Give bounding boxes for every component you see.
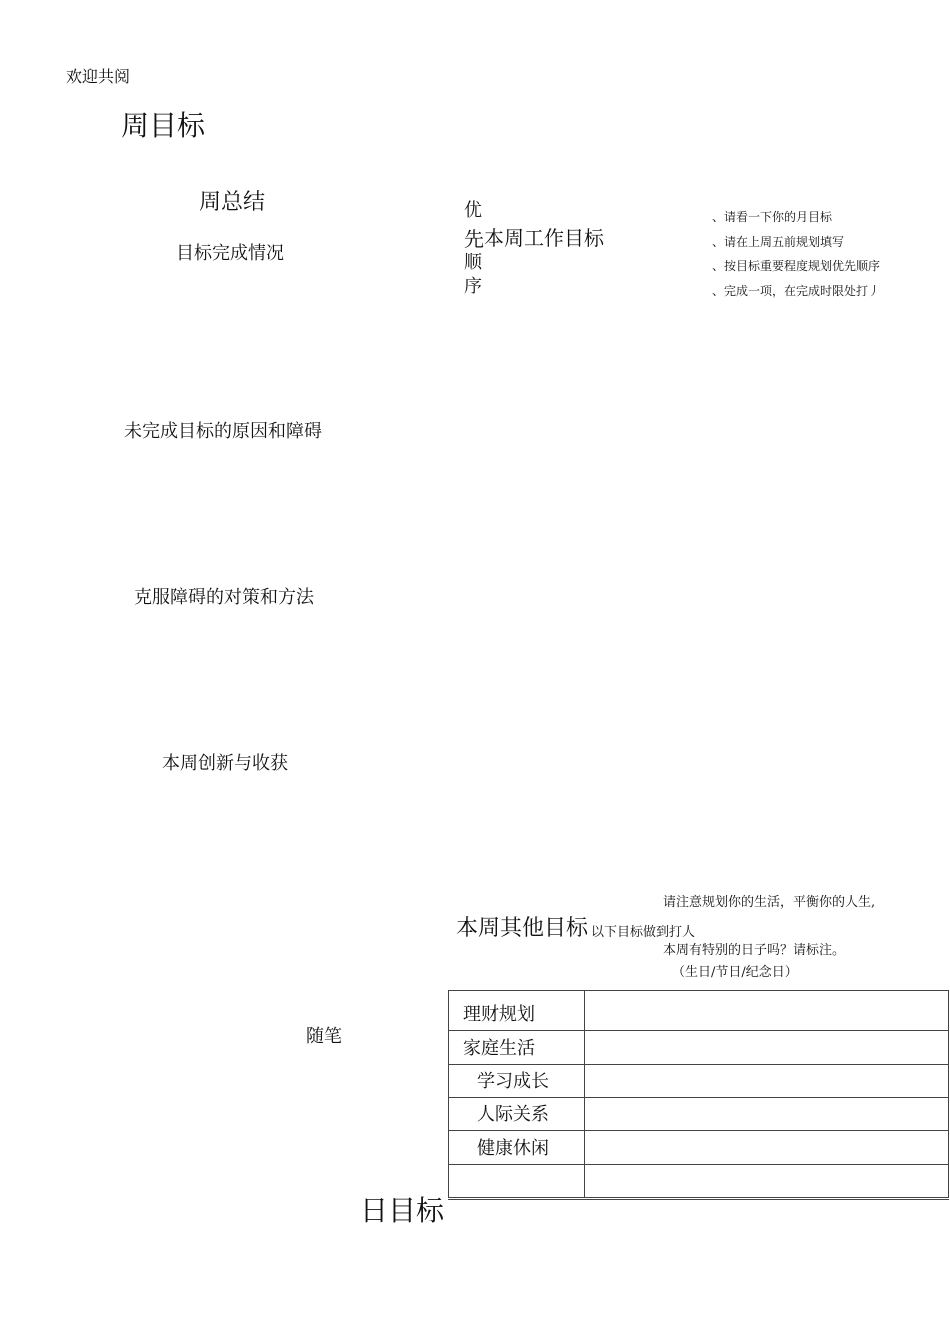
life-balance-note: 请注意规划你的生活，平衡你的人生,	[663, 895, 876, 910]
table-bottom-rule	[448, 1199, 949, 1200]
category-cell	[449, 1164, 585, 1197]
goal-entry-cell[interactable]	[585, 1098, 949, 1131]
instruction-item: 、请在上周五前规划填写	[712, 234, 845, 249]
goal-entry-cell[interactable]	[585, 991, 949, 1031]
category-label: 健康休闲	[477, 1137, 549, 1159]
special-day-note: 本周有特别的日子吗？请标注。	[663, 943, 846, 958]
other-goals-title: 本周其他目标	[456, 916, 589, 941]
priority-char-3: 顺	[464, 252, 482, 273]
table-row	[449, 1031, 949, 1064]
instruction-item: 、完成一项，在完成时限处打丿	[712, 283, 881, 298]
welcome-note: 欢迎共阅	[66, 67, 131, 86]
notes-label: 随笔	[306, 1026, 342, 1047]
priority-char-2: 先	[464, 227, 484, 251]
table-row	[449, 1064, 949, 1097]
innovation-harvest-label: 本周创新与收获	[162, 753, 288, 774]
goal-completion-label: 目标完成情况	[176, 243, 284, 264]
special-day-examples: （生日/节日/纪念日）	[672, 965, 798, 980]
table-row	[449, 1098, 949, 1131]
daily-goal-title: 日目标	[360, 1194, 445, 1227]
weekly-goal-title: 周目标	[121, 109, 206, 142]
table-row	[449, 991, 949, 1031]
obstacles-label: 未完成目标的原因和障碍	[124, 421, 322, 442]
category-cell	[449, 1064, 585, 1097]
goal-entry-cell[interactable]	[585, 1164, 949, 1197]
category-cell	[449, 1131, 585, 1164]
instruction-item: 、按目标重要程度规划优先顺序	[712, 259, 881, 273]
category-label: 理财规划	[463, 1004, 535, 1026]
category-cell	[449, 991, 585, 1031]
category-cell	[449, 1031, 585, 1064]
goal-entry-cell[interactable]	[585, 1064, 949, 1097]
category-label: 人际关系	[477, 1104, 549, 1126]
weekly-work-goals-title: 本周工作目标	[484, 226, 604, 250]
table-row	[449, 1131, 949, 1164]
category-label: 学习成长	[477, 1071, 549, 1092]
category-label: 家庭生活	[463, 1037, 535, 1059]
priority-char-1: 优	[464, 200, 482, 221]
category-cell	[449, 1098, 585, 1131]
priority-instructions	[712, 208, 880, 306]
other-goals-check-note: 以下目标做到打人	[591, 925, 696, 940]
goal-entry-cell[interactable]	[585, 1031, 949, 1064]
priority-char-4: 序	[464, 276, 482, 297]
weekly-summary-title: 周总结	[199, 190, 266, 215]
table-row	[449, 1164, 949, 1197]
other-goals-table	[448, 990, 949, 1198]
countermeasures-label: 克服障碍的对策和方法	[134, 587, 314, 608]
goal-entry-cell[interactable]	[585, 1131, 949, 1164]
instruction-item: 、请看一下你的月目标	[712, 210, 833, 224]
